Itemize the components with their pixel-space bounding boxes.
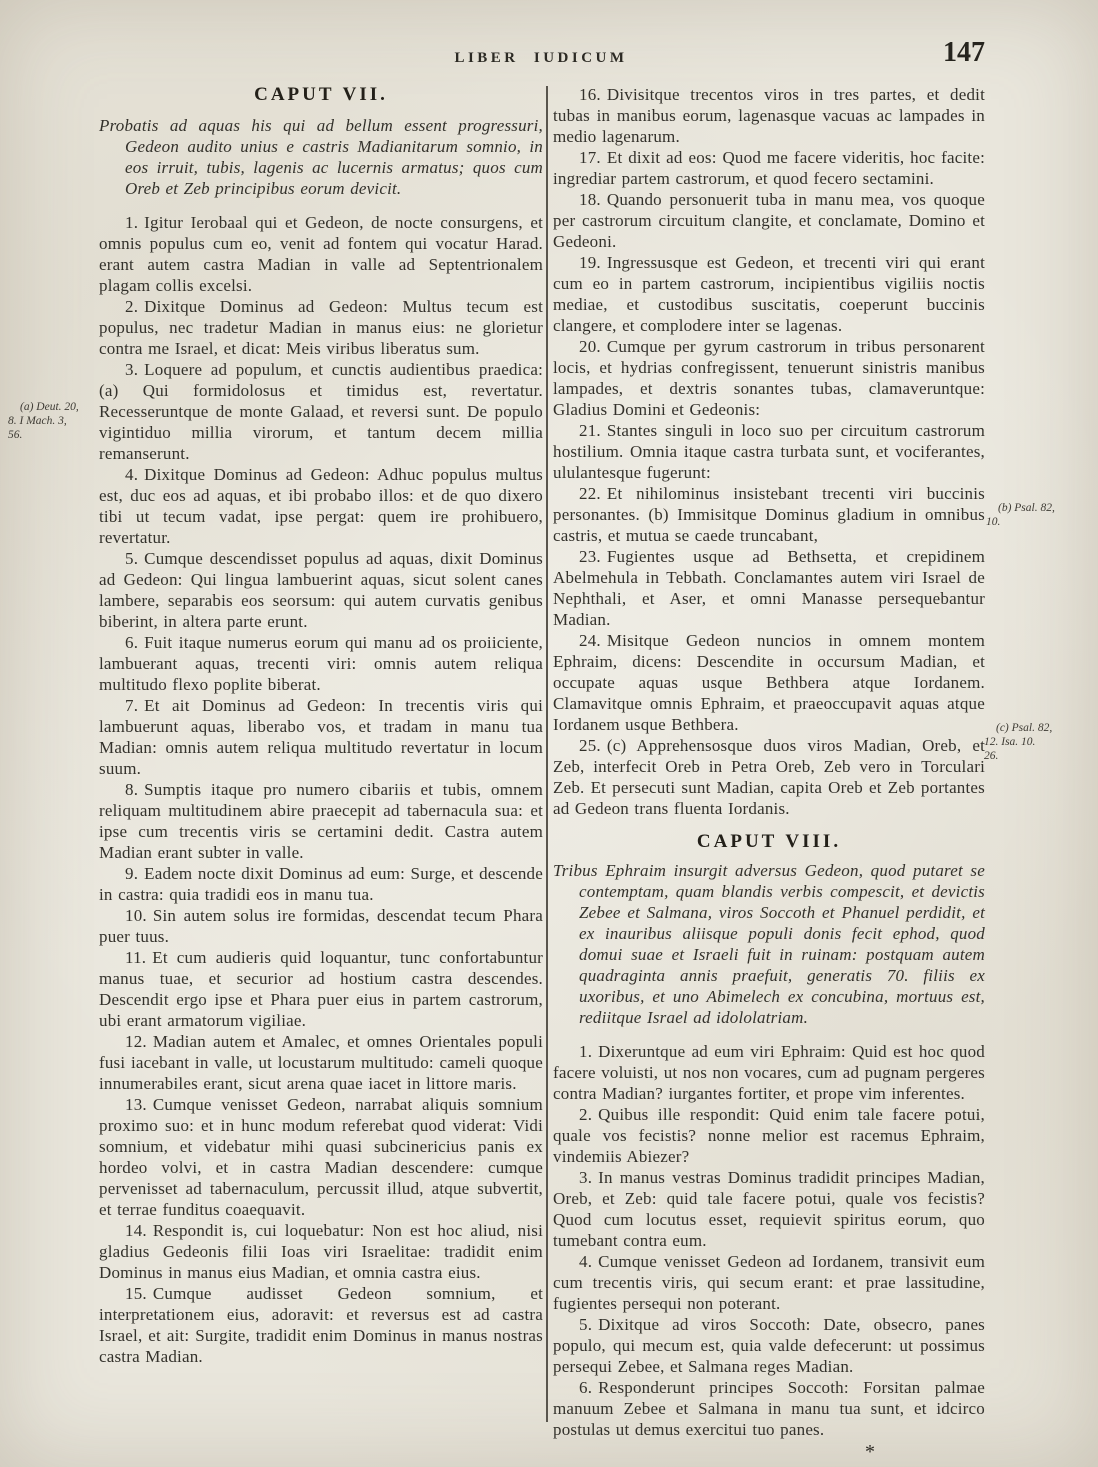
verse-number: 22. (579, 484, 601, 503)
chapter-8-summary: Tribus Ephraim insurgit adversus Gedeon, quod putaret se contemptam, quam blandis verbis compescit, et devictis Zebee et Salmana, viros Soccoth et Phanuel perdidit, et ex inauribus aliisque populi donis fecit ephod, quod domui suae et Israeli fuit in ruinam: postquam autem quadraginta annis praefuit, generatis 70. filiis ex uxoribus, et uno Abimelech ex concubina, mortuus est, rediitque Israel ad idololatriam. (553, 861, 985, 1027)
verse-text: Igitur Ierobaal qui et Gedeon, de nocte consurgens, et omnis populus cum eo, venit ad fontem qui vocatur Harad. erant autem castra Madian in valle ad Septentrionalem plagam collis excelsi. (99, 213, 543, 295)
margin-note-line: 8. I Mach. 3, (8, 415, 67, 427)
verse-7-20 (553, 336, 985, 420)
verse-number: 20. (579, 337, 601, 356)
margin-note-line: 56. (8, 429, 23, 441)
verse-number: 25. (579, 736, 601, 755)
verse-7-25 (553, 735, 985, 819)
verse-7-16 (553, 84, 985, 147)
verse-8-1 (553, 1041, 985, 1104)
verse-number: 4. (125, 465, 139, 484)
verse-text: Dixitque Dominus ad Gedeon: Multus tecum est populus, nec tradetur Madian in manus eius: ne glorietur contra me Israel, et dicat: Meis viribus liberatus sum. (99, 297, 543, 358)
verse-text: Divisitque trecentos viros in tres partes, et dedit tubas in manibus eorum, lagenasque vacuas ac lampades in medio lagenarum. (553, 85, 985, 146)
margin-note-line: 10. (986, 516, 1001, 528)
verse-number: 2. (125, 297, 139, 316)
verse-number: 14. (125, 1221, 147, 1240)
verse-number: 21. (579, 421, 601, 440)
verse-text: Et cum audieris quid loquantur, tunc confortabuntur manus tuae, et securior ad hostium castra descendes. Descendit ergo ipse et Phara puer eius in partem castrorum, ubi erant armatorum vigiliae. (99, 948, 543, 1030)
verse-text: Sin autem solus ire formidas, descendat tecum Phara puer tuus. (99, 906, 543, 946)
verse-text: Cumque per gyrum castrorum in tribus personarent locis, et hydrias confregissent, tenuerunt sinistris manibus lampades, et dextris sonantes tubas, clamaveruntque: Gladius Domini et Gedeonis: (553, 337, 985, 419)
verse-7-23 (553, 546, 985, 630)
verse-text: Et nihilominus insistebant trecenti viri buccinis personantes. (b) Immisitque Dominus gladium in omnibus castris, et mutua se caede truncabant, (553, 484, 985, 545)
verse-7-19 (553, 252, 985, 336)
margin-note-c (984, 721, 1094, 763)
margin-note-b (986, 501, 1094, 529)
verse-number: 3. (579, 1168, 593, 1187)
verse-text: Quando personuerit tuba in manu mea, vos quoque per castrorum circuitum clangite, et conclamate, Domino et Gedeoni. (553, 190, 985, 251)
verse-8-6 (553, 1377, 985, 1440)
verse-number: 15. (125, 1284, 147, 1303)
running-header-title: LIBER IUDICUM (454, 50, 628, 66)
verse-number: 24. (579, 631, 601, 650)
verse-7-3 (99, 359, 543, 464)
verse-text: Cumque audisset Gedeon somnium, et interpretationem eius, adoravit: et reversus est ad castra Israel, et ait: Surgite, tradidit enim Dominus in manus nostras castra Madian. (99, 1284, 543, 1366)
verse-number: 16. (579, 85, 601, 104)
verse-number: 3. (125, 360, 139, 379)
running-header (0, 37, 1090, 68)
verse-7-22 (553, 483, 985, 546)
verse-7-8 (99, 779, 543, 863)
chapter-7-heading: CAPUT VII. (254, 84, 388, 105)
column-divider-rule (546, 86, 548, 1422)
verse-text: (c) Apprehensosque duos viros Madian, Oreb, et Zeb, interfecit Oreb in Petra Oreb, Zeb vero in Torculari Zeb. Et persecuti sunt Madian, capita Oreb et Zeb portantes ad Gedeon trans fluenta Iordanis. (553, 736, 985, 818)
left-column (99, 84, 543, 1367)
verse-text: Cumque venisset Gedeon ad Iordanem, transivit eum cum trecentis viris, qui secum erant: et prae lassitudine, fugientes persequi non poterant. (553, 1252, 985, 1313)
verse-7-6 (99, 632, 543, 695)
verse-number: 7. (125, 696, 139, 715)
verse-text: Dixeruntque ad eum viri Ephraim: Quid est hoc quod facere voluisti, ut nos non vocares, cum ad pugnam pergeres contra Madian? iurgantes fortiter, et prope vim inferentes. (553, 1042, 985, 1103)
verse-text: Respondit is, cui loquebatur: Non est hoc aliud, nisi gladius Gedeonis filii Ioas viri Israelitae: tradidit enim Dominus in manus eius Madian, et omnia castra eius. (99, 1221, 543, 1282)
verse-7-11 (99, 947, 543, 1031)
verse-7-9 (99, 863, 543, 905)
verse-number: 12. (125, 1032, 147, 1051)
verse-number: 17. (579, 148, 601, 167)
verse-text: Stantes singuli in loco suo per circuitum castrorum hostilium. Omnia itaque castra turbata sunt, et vociferantes, ululantesque fugerunt: (553, 421, 985, 482)
verse-text: Fuit itaque numerus eorum qui manu ad os proiiciente, lambuerant aquas, trecenti viri: omnis autem reliqua multitudo flexo poplite biberat. (99, 633, 543, 694)
verse-text: Cumque descendisset populus ad aquas, dixit Dominus ad Gedeon: Qui lingua lambuerint aquas, sicut solent canes lambere, separabis eos seorsum: qui autem curvatis genibus biberint, in altera parte erunt. (99, 549, 543, 631)
verse-number: 6. (125, 633, 139, 652)
right-column (553, 84, 985, 1464)
verse-7-24 (553, 630, 985, 735)
verse-8-2 (553, 1104, 985, 1167)
signature-asterisk-mark: * (865, 1441, 876, 1463)
verse-text: Loquere ad populum, et cunctis audientibus praedica: (a) Qui formidolosus et timidus est, revertatur. Recesseruntque de monte Galaad, et reversi sunt. De populo vigintiduo millia virorum, et tantum decem millia remanserunt. (99, 360, 543, 463)
verse-number: 8. (125, 780, 139, 799)
verse-number: 4. (579, 1252, 593, 1271)
verse-text: Cumque venisset Gedeon, narrabat aliquis somnium proximo suo: et in hunc modum referebat quod viderat: Vidi somnium, et videbatur mihi quasi subcinericius panis ex hordeo volvi, et in castra Madian descendere: cumque pervenisset ad tabernaculum, percussit illud, atque subvertit, et terrae funditus coaequavit. (99, 1095, 543, 1219)
verse-text: Misitque Gedeon nuncios in omnem montem Ephraim, dicens: Descendite in occursum Madian, et occupate aquas usque Bethbera atque Iordanem. Clamavitque omnis Ephraim, et praeoccupavit aquas atque Iordanem usque Bethbera. (553, 631, 985, 734)
verse-number: 2. (579, 1105, 593, 1124)
verse-7-2 (99, 296, 543, 359)
verse-7-21 (553, 420, 985, 483)
margin-note-a (8, 400, 100, 442)
verse-number: 18. (579, 190, 601, 209)
verse-7-4 (99, 464, 543, 548)
verse-7-14 (99, 1220, 543, 1283)
verse-number: 5. (579, 1315, 593, 1334)
verse-8-5 (553, 1314, 985, 1377)
verse-text: Et dixit ad eos: Quod me facere videritis, hoc facite: ingrediar partem castrorum, et quod fecero sectamini. (553, 148, 985, 188)
verse-number: 19. (579, 253, 601, 272)
page-number: 147 (943, 37, 985, 68)
verse-number: 1. (125, 213, 139, 232)
verse-text: In manus vestras Dominus tradidit principes Madian, Oreb, et Zeb: quid tale facere potui, quale vos fecistis? Quod cum locutus esset, requievit spiritus eorum, quo tumebant contra eum. (553, 1168, 985, 1250)
chapter-8-heading: CAPUT VIII. (696, 831, 842, 852)
verse-text: Dixitque ad viros Soccoth: Date, obsecro, panes populo, qui mecum est, quia valde defecerunt: ut possimus persequi Zebee, et Salmana reges Madian. (553, 1315, 985, 1376)
verse-text: Eadem nocte dixit Dominus ad eum: Surge, et descende in castra: quia tradidi eos in manu tua. (99, 864, 543, 904)
margin-note-line: (c) Psal. 82, (996, 722, 1053, 734)
margin-note-line: 26. (984, 750, 999, 762)
margin-note-line: 12. Isa. 10. (984, 736, 1036, 748)
verse-number: 9. (125, 864, 139, 883)
verse-7-13 (99, 1094, 543, 1220)
verse-7-12 (99, 1031, 543, 1094)
verse-text: Sumptis itaque pro numero cibariis et tubis, omnem reliquam multitudinem abire praecepit ad tabernacula sua: et ipse cum trecentis viris se certamini dedit. Castra autem Madian erant subter in valle. (99, 780, 543, 862)
verse-number: 6. (579, 1378, 593, 1397)
chapter-7-summary: Probatis ad aquas his qui ad bellum essent progressuri, Gedeon audito unius e castris Madianitarum somnio, in eos irruit, tubis, lagenis ac lucernis armatus; quos cum Oreb et Zeb principibus eorum devicit. (99, 116, 543, 198)
verse-7-7 (99, 695, 543, 779)
margin-note-line: (a) Deut. 20, (20, 401, 79, 413)
verse-number: 23. (579, 547, 601, 566)
verse-text: Quibus ille respondit: Quid enim tale facere potui, quale vos fecistis? nonne melior est racemus Ephraim, vindemiis Abiezer? (553, 1105, 985, 1166)
verse-number: 10. (125, 906, 147, 925)
verse-text: Madian autem et Amalec, et omnes Orientales populi fusi iacebant in valle, ut locustarum multitudo: cameli quoque innumerabiles erant, sicut arena quae iacet in littore maris. (99, 1032, 543, 1093)
verse-7-15 (99, 1283, 543, 1367)
verse-7-10 (99, 905, 543, 947)
verse-8-3 (553, 1167, 985, 1251)
margin-note-line: (b) Psal. 82, (998, 502, 1055, 514)
verse-7-18 (553, 189, 985, 252)
verse-number: 1. (579, 1042, 593, 1061)
verse-text: Ingressusque est Gedeon, et trecenti viri qui erant cum eo in partem castrorum, incipientibus vigiliis noctis mediae, et custodibus suscitatis, coeperunt buccinis clangere, et complodere inter se lagenas. (553, 253, 985, 335)
verse-number: 11. (125, 948, 147, 967)
verse-text: Responderunt principes Soccoth: Forsitan palmae manuum Zebee et Salmana in manu tua sunt, et idcirco postulas ut demus exercitui tuo panes. (553, 1378, 985, 1439)
verse-7-5 (99, 548, 543, 632)
verse-number: 5. (125, 549, 139, 568)
verse-8-4 (553, 1251, 985, 1314)
verse-text: Fugientes usque ad Bethsetta, et crepidinem Abelmehula in Tebbath. Conclamantes autem viri Israel de Nephthali, et Aser, et omni Manasse persequebantur Madian. (553, 547, 985, 629)
verse-7-17 (553, 147, 985, 189)
verse-7-1 (99, 212, 543, 296)
verse-number: 13. (125, 1095, 147, 1114)
verse-text: Dixitque Dominus ad Gedeon: Adhuc populus multus est, duc eos ad aquas, et ibi probabo illos: et de quo dixero tibi ut tecum vadat, ipse pergat: quem ire prohibuero, revertatur. (99, 465, 543, 547)
verse-text: Et ait Dominus ad Gedeon: In trecentis viris qui lambuerunt aquas, liberabo vos, et tradam in manu tua Madian: omnis autem reliqua multitudo revertatur in locum suum. (99, 696, 543, 778)
